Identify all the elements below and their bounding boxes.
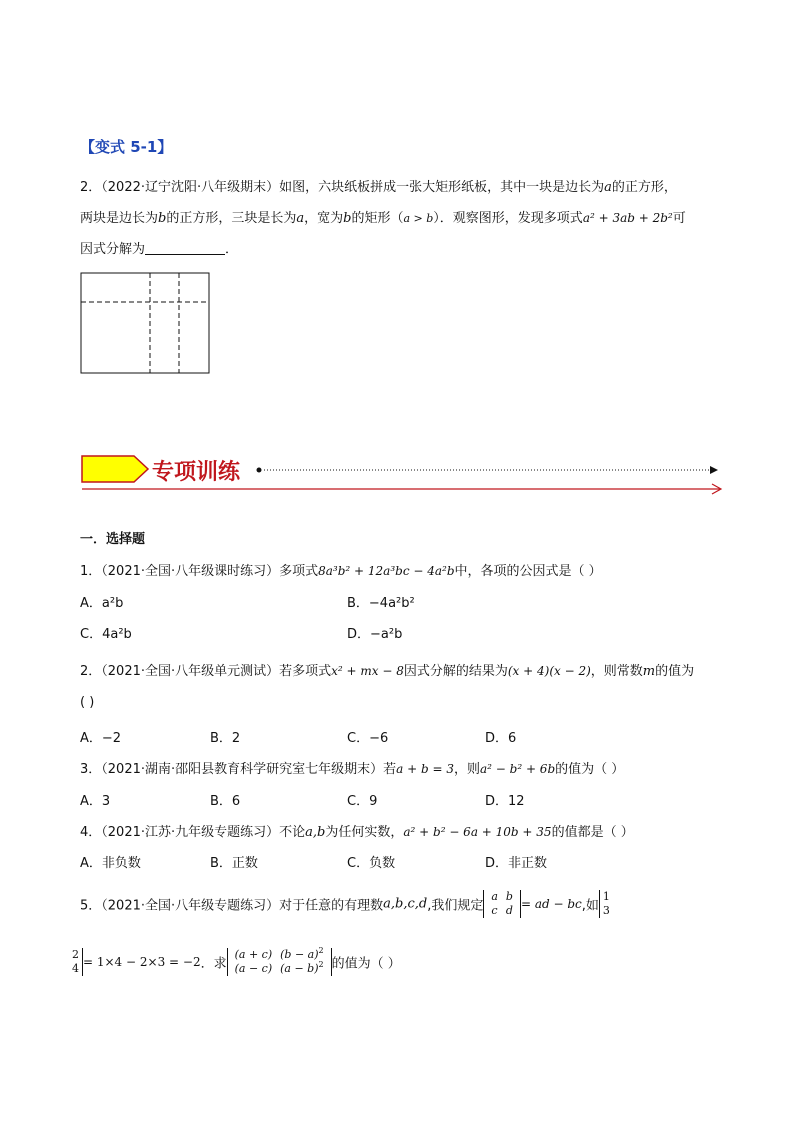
question-4-option-d[interactable]: D．非正数 [485, 856, 548, 871]
determinant-example-left: 1 3 [599, 890, 610, 918]
question-text: 因式分解为 [80, 242, 146, 257]
question-4-option-b[interactable]: B．正数 [210, 856, 258, 871]
banner-arrowhead-top [710, 466, 718, 474]
question-4-option-a[interactable]: A．非负数 [80, 856, 141, 871]
part-heading: 一．选择题 [80, 532, 146, 547]
math-var: a [296, 211, 305, 226]
math-var: a,b [305, 825, 326, 840]
question-3-option-c[interactable]: C．9 [347, 794, 378, 809]
question-2-option-a[interactable]: A．−2 [80, 731, 122, 746]
math-expr: a² + b² − 6a + 10b + 35 [403, 825, 552, 839]
question-text: 1．（2021·全国·八年级课时练习）多项式 [80, 564, 319, 579]
question-text: ，则 [453, 762, 480, 777]
section-title: 专项训练 [152, 460, 241, 485]
determinant-example-right: 2 4 [72, 948, 83, 976]
question-text: 为任何实数， [325, 825, 404, 840]
question-source: （2022·辽宁沈阳·八年级期末） [101, 180, 280, 195]
math-expr: a + b = 3 [396, 762, 454, 776]
question-2-option-b[interactable]: B．2 [210, 731, 241, 746]
question-text: 中，各项的公因式是（ ） [454, 564, 602, 579]
math-var: b [343, 211, 352, 226]
question-text: 的正方形， [611, 180, 677, 195]
math-expr: a > b [403, 212, 434, 225]
banner-dot [257, 468, 262, 473]
variant-heading: 【变式 5-1】 [80, 138, 173, 156]
question-3-option-b[interactable]: B．6 [210, 794, 241, 809]
question-text: ）．观察图形，发现多项式 [433, 211, 583, 226]
question-2-paren: ( ) [80, 695, 95, 710]
question-text: ，宽为 [304, 211, 344, 226]
question-text: 如图，六块纸板拼成一张大矩形纸板，其中一块是边长为 [279, 180, 605, 195]
question-3-option-a[interactable]: A．3 [80, 794, 111, 809]
math-expr: = ad − bc [520, 897, 582, 911]
question-text: ，则常数 [590, 664, 643, 679]
question-1-option-a[interactable]: A．a²b [80, 596, 124, 611]
math-var: a,b,c,d [383, 896, 428, 912]
question-text: 的值为 [655, 664, 695, 679]
question-text: 的值都是（ ） [551, 825, 634, 840]
question-text: 5．（2021·全国·八年级专题练习）对于任意的有理数 [80, 898, 384, 914]
question-text: 的值为（ ） [555, 762, 625, 777]
math-expr: a² + 3ab + 2b² [582, 211, 673, 225]
question-4-option-c[interactable]: C．负数 [347, 856, 396, 871]
question-1-option-d[interactable]: D．−a²b [347, 627, 403, 642]
rectangle-figure [80, 272, 212, 376]
question-text: 的值为（ ） [331, 956, 401, 972]
question-5-stem [80, 890, 610, 918]
math-var: m [642, 664, 656, 679]
question-1-option-c[interactable]: C．4a²b [80, 627, 132, 642]
math-expr: (x + 4)(x − 2) [507, 664, 591, 678]
question-text: 3．（2021·湖南·邵阳县教育科学研究室七年级期末）若 [80, 762, 397, 777]
math-expr: 8a³b² + 12a³bc − 4a²b [318, 564, 455, 578]
question-2-option-c[interactable]: C．−6 [347, 731, 389, 746]
variant-question-line1 [80, 176, 677, 195]
determinant-expression: (a + c) $(b - a)^2$ (a − c) $(a - b)^2$ [227, 948, 332, 976]
question-text: 4．（2021·江苏·九年级专题练习）不论 [80, 825, 306, 840]
variant-question-line3 [80, 238, 238, 257]
question-text: ． [225, 242, 239, 257]
question-1-stem [80, 560, 602, 579]
question-text: ,我们规定 [427, 898, 484, 914]
question-text: ．求 [200, 956, 227, 972]
variant-question-line2 [80, 207, 686, 226]
question-text: 的矩形（ [351, 211, 404, 226]
banner-arrow-shape [82, 456, 148, 482]
question-text: 两块是边长为 [80, 211, 159, 226]
question-text: 2．（2021·全国·八年级单元测试）若多项式 [80, 664, 332, 679]
math-expr: a² − b² + 6b [479, 762, 556, 776]
question-2-option-d[interactable]: D．6 [485, 731, 517, 746]
question-2-stem [80, 660, 694, 679]
question-text: 可 [672, 211, 686, 226]
math-expr: = 1×4 − 2×3 = −2 [83, 955, 201, 969]
question-3-stem [80, 758, 624, 777]
question-1-option-b[interactable]: B．−4a²b² [347, 596, 415, 611]
determinant-definition: a b c d [483, 890, 521, 918]
question-text: 的正方形，三块是长为 [166, 211, 297, 226]
math-expr: x² + mx − 8 [331, 664, 404, 678]
math-var: b [158, 211, 167, 226]
question-4-stem [80, 821, 634, 840]
answer-blank[interactable] [145, 242, 225, 255]
question-3-option-d[interactable]: D．12 [485, 794, 525, 809]
math-var: a [604, 180, 612, 195]
outer-rectangle [81, 273, 209, 373]
question-text: ,如 [581, 898, 599, 914]
question-5-line2 [72, 948, 401, 976]
question-text: 因式分解的结果为 [403, 664, 508, 679]
question-number: 2． [80, 180, 102, 195]
